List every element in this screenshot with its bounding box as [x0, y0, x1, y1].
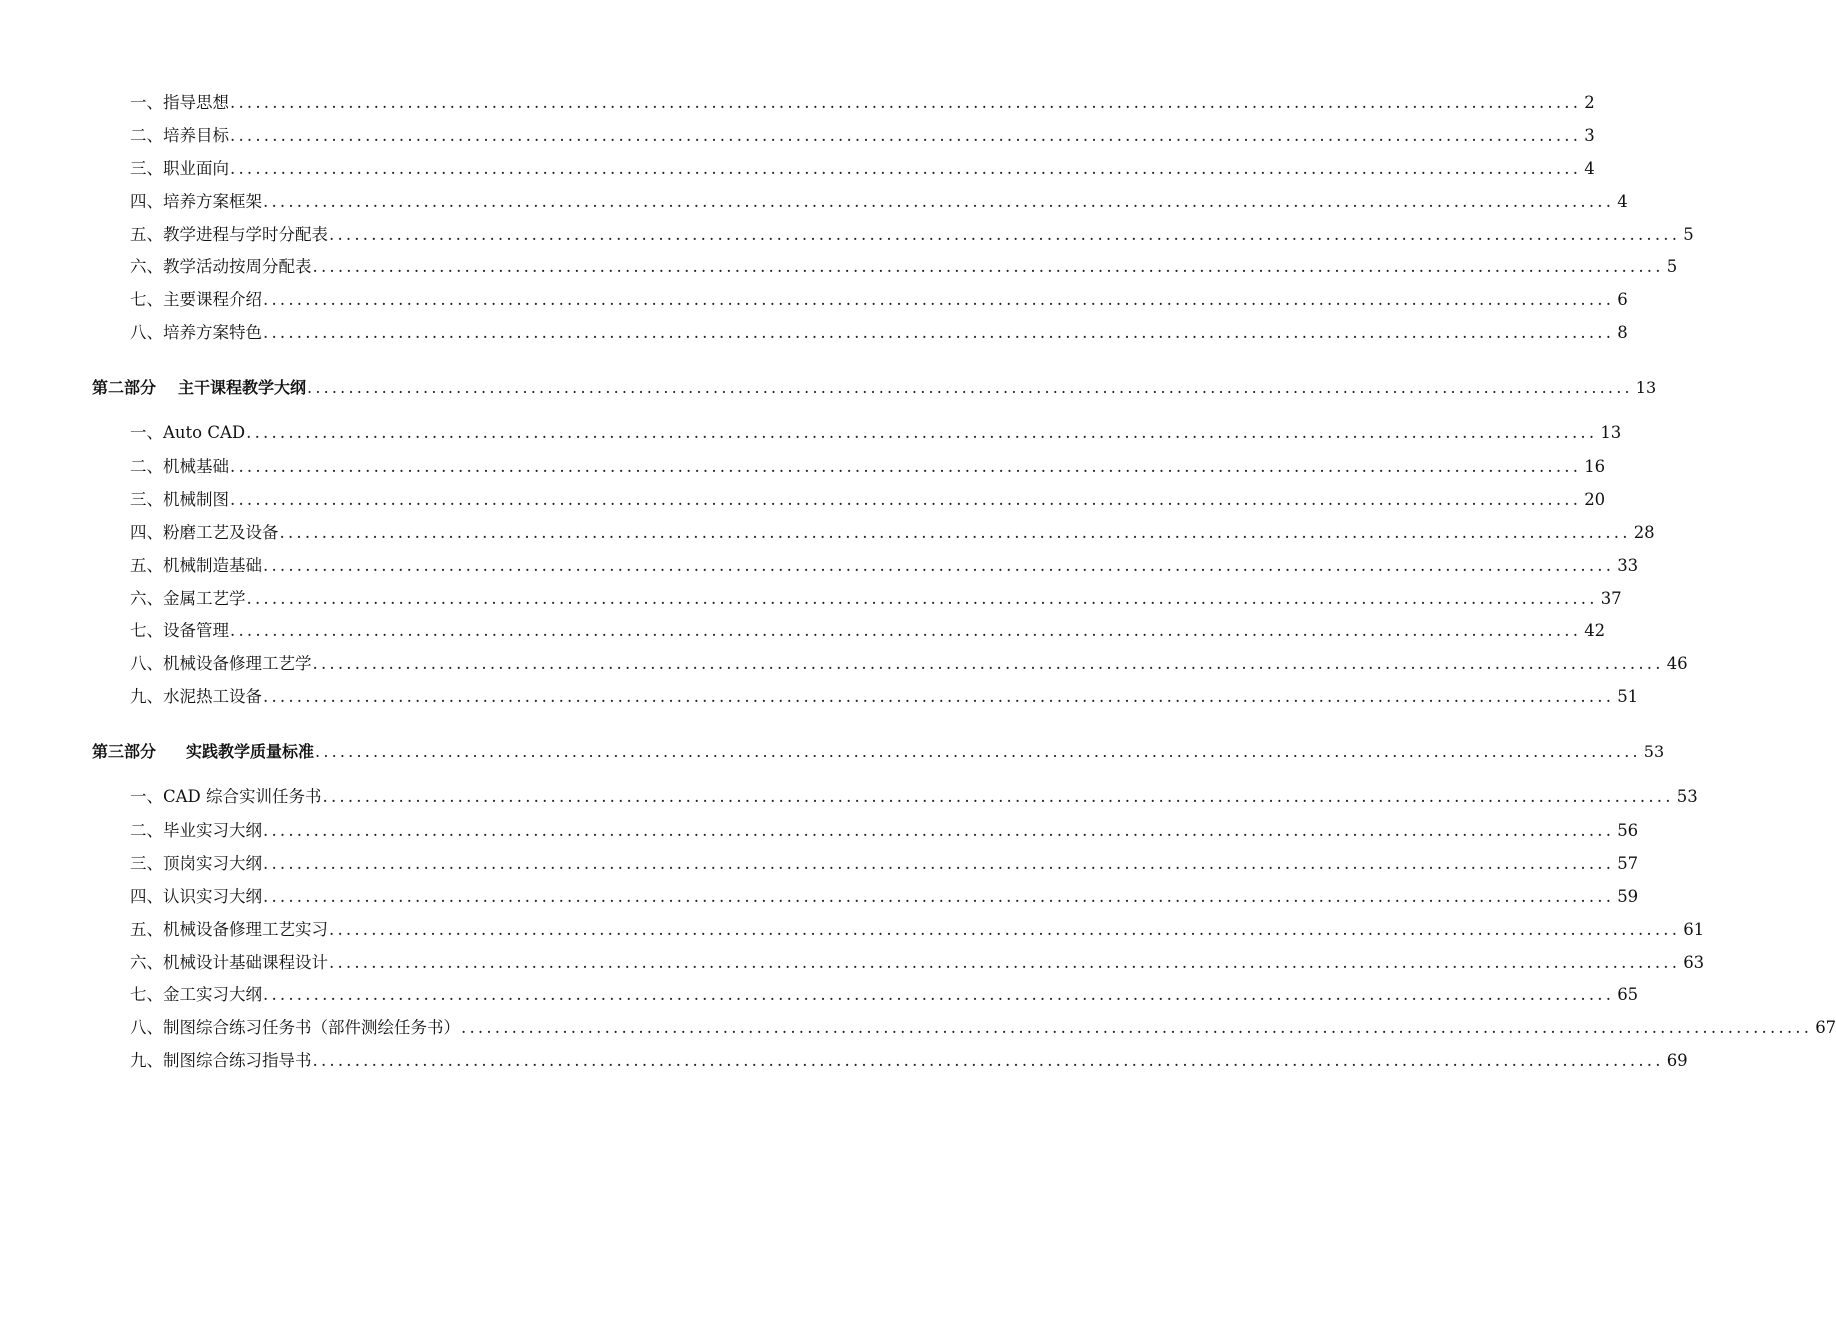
dot-leader: ................................................................................................................................................................	[279, 523, 1631, 542]
dot-leader: ................................................................................................................................................................	[263, 821, 1615, 840]
dot-leader: ................................................................................................................................................................	[322, 787, 1674, 806]
toc-entry[interactable]	[130, 884, 1639, 910]
dot-leader: ................................................................................................................................................................	[263, 985, 1615, 1004]
toc-entry[interactable]	[130, 156, 1595, 182]
toc-entry-label: 八、机械设备修理工艺学	[130, 654, 312, 673]
toc-entry-label: 一、指导思想	[130, 93, 229, 112]
toc-entry[interactable]	[130, 487, 1606, 513]
toc-entry-label: 六、教学活动按周分配表	[130, 257, 312, 276]
toc-entry-label: 二、毕业实习大纲	[130, 821, 262, 840]
toc-entry[interactable]	[130, 189, 1628, 215]
dot-leader: ................................................................................................................................................................	[329, 225, 1681, 244]
dot-leader: ................................................................................................................................................................	[263, 192, 1615, 211]
dot-leader: ................................................................................................................................................................	[312, 1051, 1664, 1070]
section-heading-label	[92, 739, 314, 765]
toc-entry-label: 七、金工实习大纲	[130, 985, 262, 1004]
toc-entry[interactable]	[130, 950, 1705, 976]
dot-leader: ................................................................................................................................................................	[329, 953, 1681, 972]
section-heading-label	[92, 375, 306, 401]
dot-leader: ................................................................................................................................................................	[312, 257, 1664, 276]
toc-entry-page: 65	[1617, 985, 1639, 1004]
dot-leader: ................................................................................................................................................................	[263, 687, 1615, 706]
dot-leader: ................................................................................................................................................................	[246, 589, 1598, 608]
toc-entry-label: 四、粉磨工艺及设备	[130, 523, 279, 542]
section-part: 第二部分	[92, 378, 157, 397]
toc-entry-page: 28	[1633, 523, 1655, 542]
dot-leader: ................................................................................................................................................................	[315, 742, 1641, 761]
toc-entry-page: 37	[1600, 589, 1622, 608]
dot-leader: ................................................................................................................................................................	[263, 854, 1615, 873]
toc-entry[interactable]	[130, 287, 1628, 313]
dot-leader: ................................................................................................................................................................	[461, 1018, 1813, 1037]
section-title: 实践教学质量标准	[186, 742, 315, 761]
toc-entry-page: 57	[1617, 854, 1639, 873]
dot-leader: ................................................................................................................................................................	[307, 378, 1633, 397]
toc-entry-page: 5	[1666, 257, 1678, 276]
toc-entry-label: 二、培养目标	[130, 126, 229, 145]
toc-entry[interactable]	[130, 454, 1606, 480]
toc-entry[interactable]	[130, 90, 1595, 116]
toc-entry-page: 53	[1676, 787, 1698, 806]
toc-entry[interactable]	[130, 520, 1655, 546]
section-part: 第三部分	[92, 742, 157, 761]
toc-entry-page: 13	[1635, 378, 1657, 397]
toc-entry[interactable]	[130, 818, 1639, 844]
dot-leader: ................................................................................................................................................................	[230, 126, 1582, 145]
toc-entry-page: 53	[1643, 742, 1665, 761]
toc-entry-label: 二、机械基础	[130, 457, 229, 476]
toc-entry-page: 56	[1617, 821, 1639, 840]
dot-leader: ................................................................................................................................................................	[230, 621, 1582, 640]
toc-entry-page: 6	[1617, 290, 1628, 309]
toc-entry-label: 八、培养方案特色	[130, 323, 262, 342]
toc-section-heading[interactable]	[92, 375, 1657, 401]
toc-entry-label: 八、制图综合练习任务书（部件测绘任务书）	[130, 1018, 460, 1037]
dot-leader: ................................................................................................................................................................	[263, 887, 1615, 906]
toc-entry-page: 13	[1600, 423, 1622, 442]
toc-entry-page: 61	[1683, 920, 1705, 939]
toc-entry-label: 七、主要课程介绍	[130, 290, 262, 309]
toc-entry-label: 九、水泥热工设备	[130, 687, 262, 706]
toc-entry-label: 九、制图综合练习指导书	[130, 1051, 312, 1070]
toc-entry-page: 42	[1584, 621, 1606, 640]
toc-entry[interactable]	[130, 123, 1595, 149]
toc-section-heading[interactable]	[92, 739, 1665, 765]
toc-entry-page: 59	[1617, 887, 1639, 906]
dot-leader: ................................................................................................................................................................	[263, 323, 1615, 342]
dot-leader: ................................................................................................................................................................	[263, 556, 1615, 575]
toc-entry-label: 一、Auto CAD	[130, 423, 246, 442]
dot-leader: ................................................................................................................................................................	[230, 490, 1582, 509]
dot-leader: ................................................................................................................................................................	[246, 423, 1598, 442]
toc-entry-label: 五、机械设备修理工艺实习	[130, 920, 328, 939]
toc-entry[interactable]	[130, 684, 1639, 710]
dot-leader: ................................................................................................................................................................	[230, 457, 1582, 476]
toc-entry-label: 七、设备管理	[130, 621, 229, 640]
toc-entry-label: 四、培养方案框架	[130, 192, 262, 211]
toc-entry-page: 3	[1584, 126, 1595, 145]
toc-entry-page: 51	[1617, 687, 1639, 706]
toc-entry[interactable]	[130, 917, 1705, 943]
section-title: 主干课程教学大纲	[178, 378, 307, 397]
toc-entry-page: 4	[1584, 159, 1595, 178]
toc-entry[interactable]	[130, 553, 1639, 579]
toc-entry-page: 33	[1617, 556, 1639, 575]
dot-leader: ................................................................................................................................................................	[263, 290, 1615, 309]
toc-entry[interactable]	[130, 982, 1639, 1008]
toc-entry-page: 4	[1617, 192, 1628, 211]
toc-entry-page: 46	[1666, 654, 1688, 673]
dot-leader: ................................................................................................................................................................	[230, 159, 1582, 178]
toc-entry[interactable]	[130, 651, 1688, 677]
toc-entry[interactable]	[130, 586, 1622, 612]
toc-entry-label: 三、机械制图	[130, 490, 229, 509]
toc-entry-page: 67	[1815, 1018, 1836, 1037]
toc-entry[interactable]	[130, 1015, 1836, 1041]
toc-entry[interactable]	[130, 1048, 1688, 1074]
toc-entry-label: 四、认识实习大纲	[130, 887, 262, 906]
toc-entry-label: 三、顶岗实习大纲	[130, 854, 262, 873]
toc-entry[interactable]	[130, 420, 1622, 446]
toc-entry-page: 2	[1584, 93, 1595, 112]
toc-entry-label: 六、机械设计基础课程设计	[130, 953, 328, 972]
toc-entry-label: 三、职业面向	[130, 159, 229, 178]
toc-entry[interactable]	[130, 784, 1698, 810]
toc-entry[interactable]	[130, 618, 1606, 644]
toc-entry-label: 五、教学进程与学时分配表	[130, 225, 328, 244]
toc-entry-page: 8	[1617, 323, 1628, 342]
toc-entry-page: 20	[1584, 490, 1606, 509]
toc-entry[interactable]	[130, 254, 1678, 280]
dot-leader: ................................................................................................................................................................	[312, 654, 1664, 673]
toc-entry-label: 一、CAD 综合实训任务书	[130, 787, 322, 806]
toc-entry-label: 五、机械制造基础	[130, 556, 262, 575]
toc-entry[interactable]	[130, 222, 1694, 248]
dot-leader: ................................................................................................................................................................	[329, 920, 1681, 939]
toc-entry-page: 16	[1584, 457, 1606, 476]
toc-entry[interactable]	[130, 320, 1628, 346]
toc-entry[interactable]	[130, 851, 1639, 877]
toc-entry-label: 六、金属工艺学	[130, 589, 246, 608]
toc-entry-page: 63	[1683, 953, 1705, 972]
toc-entry-page: 69	[1666, 1051, 1688, 1070]
dot-leader: ................................................................................................................................................................	[230, 93, 1582, 112]
toc-entry-page: 5	[1683, 225, 1694, 244]
